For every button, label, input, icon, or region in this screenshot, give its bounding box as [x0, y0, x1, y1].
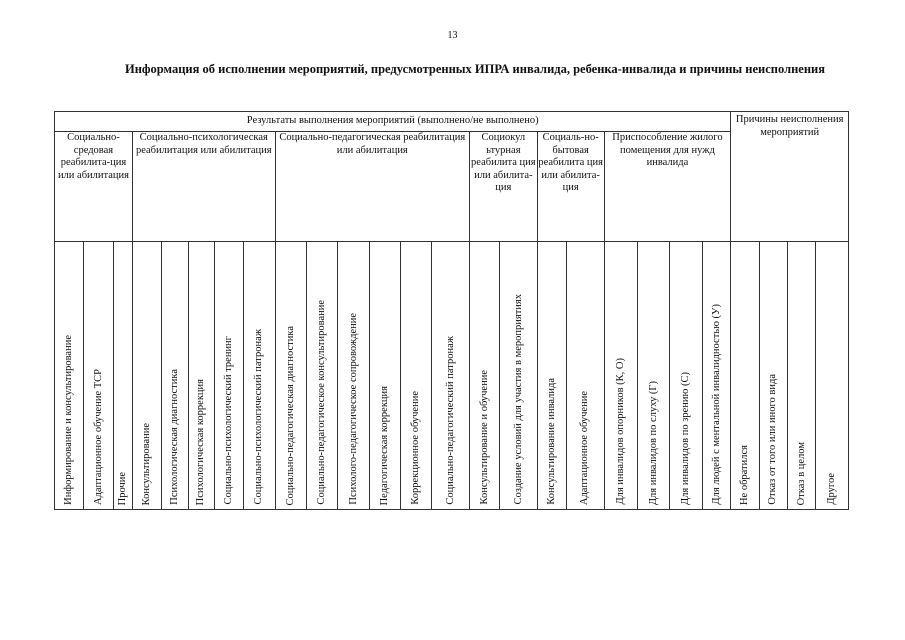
column-label: Психологическая коррекция [195, 378, 207, 505]
column-label: Социально-педагогическое консультирование [316, 300, 328, 505]
column-header [537, 242, 566, 510]
column-header [84, 242, 113, 510]
column-label: Коррекционное обучение [410, 391, 422, 505]
column-header [401, 242, 432, 510]
column-label: Для инвалидов по зрению (С) [680, 372, 692, 505]
column-label: Другое [826, 473, 838, 505]
column-header [567, 242, 604, 510]
results-table [54, 111, 849, 510]
column-label: Консультирование и обучение [478, 370, 490, 505]
column-label: Создание условий для участия в мероприятиях [512, 294, 524, 505]
column-header [306, 242, 337, 510]
column-label: Для людей с ментальной инвалидностью (У) [710, 304, 722, 505]
column-label: Консультирование [141, 422, 153, 505]
column-label: Не обратился [739, 444, 751, 505]
column-label: Адаптационное обучение ТСР [92, 369, 104, 505]
column-header [500, 242, 537, 510]
column-label: Информирование и консультирование [63, 335, 75, 505]
column-header [369, 242, 400, 510]
column-header [162, 242, 188, 510]
column-header [670, 242, 702, 510]
column-label: Педагогическая коррекция [378, 385, 390, 505]
column-header [816, 242, 849, 510]
column-header [788, 242, 816, 510]
column-label: Прочие [116, 471, 128, 505]
column-header [132, 242, 161, 510]
group-social-household: Социаль-но-бытовая реабилита ция или абилита-ция [537, 132, 604, 242]
group-housing-adaptation: Приспособление жилого помещения для нужд инвалида [604, 132, 731, 242]
column-header [637, 242, 669, 510]
column-header [188, 242, 214, 510]
column-header [604, 242, 637, 510]
column-label: Социально-педагогический патронаж [444, 336, 456, 505]
column-header [338, 242, 369, 510]
column-label: Социально-психологический тренинг [223, 336, 235, 505]
page-number: 13 [447, 30, 458, 41]
column-label: Для инвалидов опорников (К, О) [614, 358, 626, 505]
column-label: Социально-педагогическая диагностика [284, 325, 296, 505]
column-label: Адаптационное обучение [579, 390, 591, 505]
column-header [759, 242, 787, 510]
column-header [469, 242, 499, 510]
column-header [55, 242, 84, 510]
column-label: Психологическая диагностика [168, 369, 180, 505]
column-header [731, 242, 759, 510]
group-social-environment: Социально-средовая реабилита-ция или абилитация [55, 132, 133, 242]
column-label: Для инвалидов по слуху (Г) [647, 380, 659, 505]
column-label: Социально-психологический патронаж [253, 329, 265, 505]
column-label: Психолого-педагогическое сопровождение [347, 313, 359, 505]
column-header [244, 242, 275, 510]
column-label: Отказ в целом [795, 441, 807, 505]
column-header [432, 242, 469, 510]
column-label: Консультирование инвалида [545, 378, 557, 505]
group-social-pedagogical: Социально-педагогическая реабилитация или абилитация [275, 132, 469, 242]
column-label: Отказ от того или иного вида [767, 374, 779, 505]
group-social-psychological: Социально-психологическая реабилитация или абилитация [132, 132, 275, 242]
column-header [275, 242, 306, 510]
group-sociocultural: Социокул ьтурная реабилита ция или абилита-ция [469, 132, 537, 242]
results-header: Результаты выполнения мероприятий (выполнено/не выполнено) [55, 112, 731, 132]
document-title: Информация об исполнении мероприятий, предусмотренных ИПРА инвалида, ребенка-инвалида и причины неисполнения [124, 62, 826, 76]
column-header [113, 242, 132, 510]
reasons-header: Причины неисполнения мероприятий [731, 112, 849, 242]
column-header [702, 242, 731, 510]
column-header [214, 242, 243, 510]
